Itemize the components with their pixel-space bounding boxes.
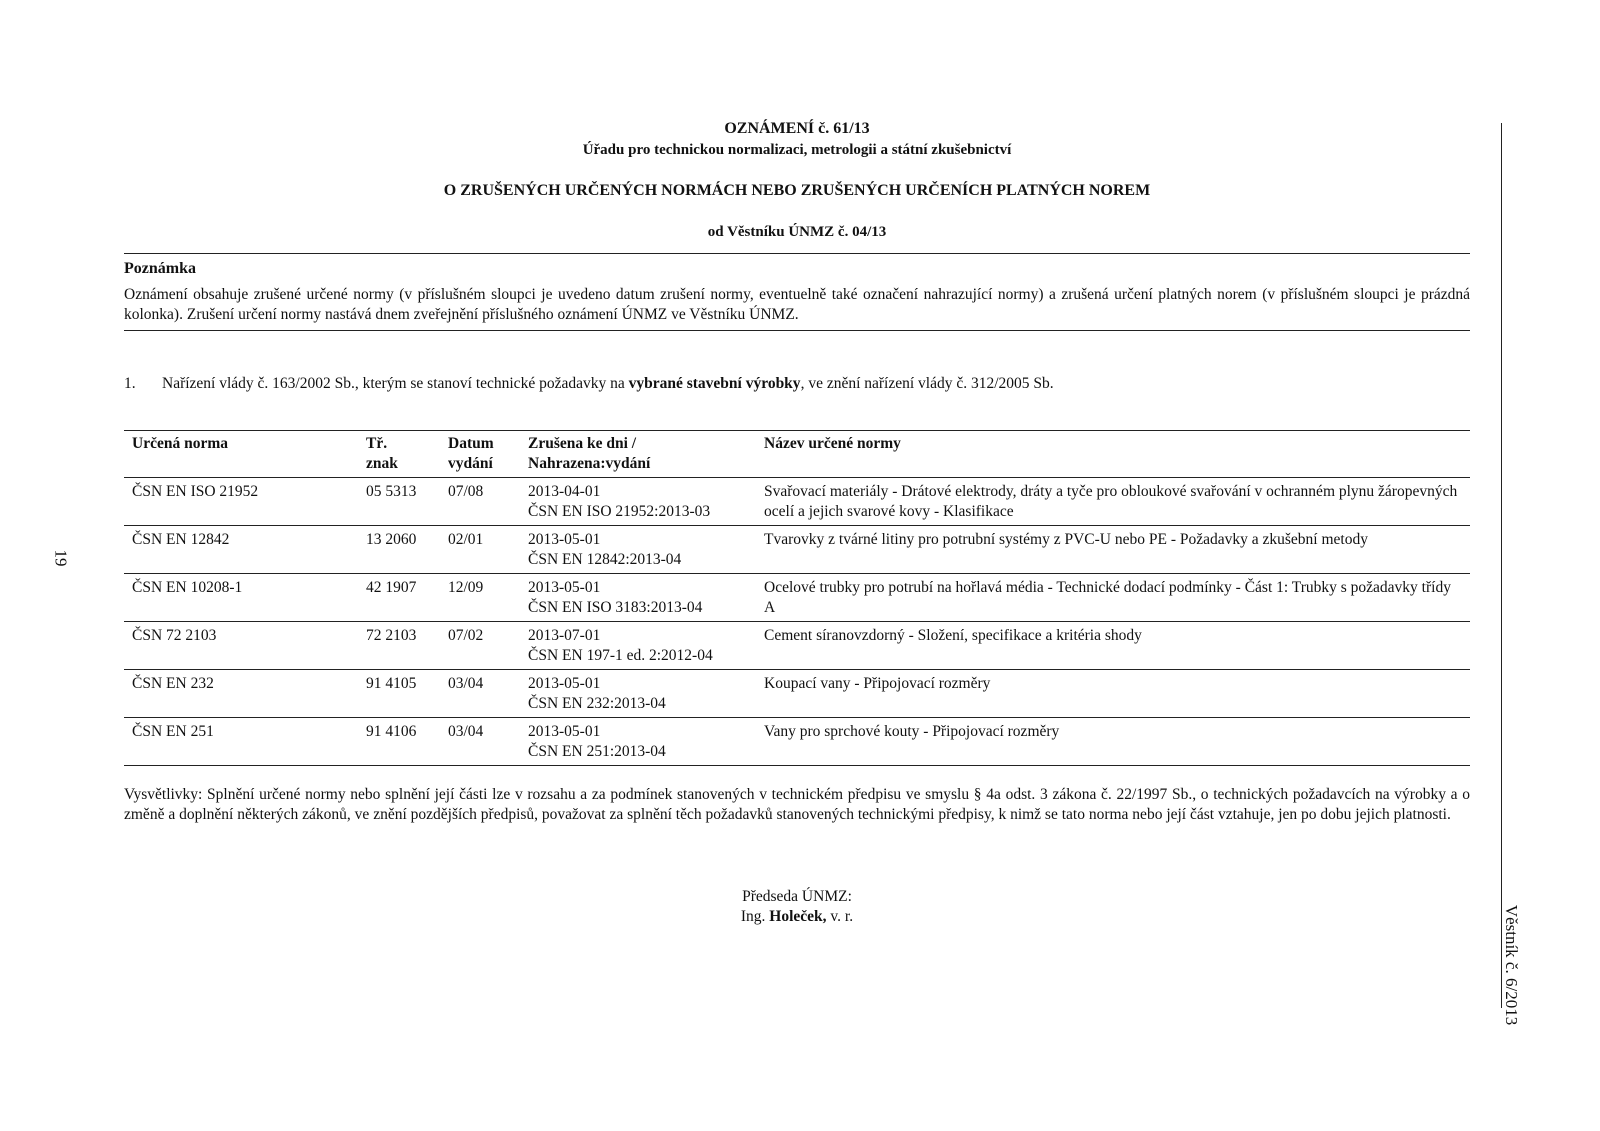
cell-name: Koupací vany - Připojovací rozměry <box>756 670 1470 718</box>
cell-cancel: 2013-05-01 ČSN EN 12842:2013-04 <box>520 526 756 574</box>
table-row <box>124 670 1470 718</box>
notice-since: od Věstníku ÚNMZ č. 04/13 <box>707 224 887 240</box>
norms-table <box>124 430 1470 766</box>
col-header-name: Název určené normy <box>756 431 1470 478</box>
cell-class: 05 5313 <box>358 478 440 526</box>
decree-number: 1. <box>124 375 136 392</box>
cell-date: 12/09 <box>440 574 520 622</box>
cell-norm: ČSN EN 232 <box>124 670 358 718</box>
cell-cancel: 2013-05-01 ČSN EN 232:2013-04 <box>520 670 756 718</box>
table-row <box>124 478 1470 526</box>
decree-item <box>124 375 1470 393</box>
cell-date: 03/04 <box>440 718 520 766</box>
cell-date: 07/08 <box>440 478 520 526</box>
cell-class: 13 2060 <box>358 526 440 574</box>
table-row <box>124 526 1470 574</box>
cell-name: Cement síranovzdorný - Složení, specifikace a kritéria shody <box>756 622 1470 670</box>
col-header-date: Datum vydání <box>440 431 520 478</box>
cell-norm: ČSN EN 12842 <box>124 526 358 574</box>
side-rule <box>1501 123 1502 1008</box>
signature-line: Ing. Holeček, v. r. <box>740 908 854 925</box>
notice-issuer: Úřadu pro technickou normalizaci, metrologii a státní zkušebnictví <box>582 142 1012 158</box>
notice-title: OZNÁMENÍ č. 61/13 <box>724 120 870 137</box>
note-heading: Poznámka <box>124 260 196 277</box>
table-row <box>124 622 1470 670</box>
page-number: 19 <box>51 549 71 567</box>
cell-norm: ČSN EN 10208-1 <box>124 574 358 622</box>
cell-norm: ČSN EN ISO 21952 <box>124 478 358 526</box>
cell-norm: ČSN 72 2103 <box>124 622 358 670</box>
cell-cancel: 2013-05-01 ČSN EN 251:2013-04 <box>520 718 756 766</box>
bulletin-label: Věstník č. 6/2013 <box>1502 904 1521 1026</box>
decree-text-after: , ve znění nařízení vlády č. 312/2005 Sb. <box>800 375 1054 392</box>
notice-subject: O ZRUŠENÝCH URČENÝCH NORMÁCH NEBO ZRUŠENÝCH URČENÍCH PLATNÝCH NOREM <box>443 182 1151 199</box>
divider-note <box>124 330 1470 331</box>
cell-norm: ČSN EN 251 <box>124 718 358 766</box>
cell-date: 03/04 <box>440 670 520 718</box>
col-header-class: Tř. znak <box>358 431 440 478</box>
decree-text-before: Nařízení vlády č. 163/2002 Sb., kterým se stanoví technické požadavky na <box>162 375 629 392</box>
cell-class: 91 4106 <box>358 718 440 766</box>
cell-name: Vany pro sprchové kouty - Připojovací rozměry <box>756 718 1470 766</box>
cell-name: Svařovací materiály - Drátové elektrody, dráty a tyče pro obloukové svařování v ochranném plynu žáropevných ocelí a jejich svarové kovy - Klasifikace <box>756 478 1470 526</box>
table-row <box>124 718 1470 766</box>
cell-class: 91 4105 <box>358 670 440 718</box>
note-text: Oznámení obsahuje zrušené určené normy (v příslušném sloupci je uvedeno datum zrušení normy, eventuelně také označení nahrazující normy) a zrušená určení platných norem (v příslušném sloupci je prázdná kolonka). Zrušení určení normy nastává dnem zveřejnění příslušného oznámení ÚNMZ ve Věstníku ÚNMZ. <box>124 286 1470 323</box>
cell-date: 02/01 <box>440 526 520 574</box>
cell-cancel: 2013-05-01 ČSN EN ISO 3183:2013-04 <box>520 574 756 622</box>
cell-class: 42 1907 <box>358 574 440 622</box>
cell-name: Ocelové trubky pro potrubí na hořlavá média - Technické dodací podmínky - Část 1: Trubky s požadavky třídy A <box>756 574 1470 622</box>
cell-class: 72 2103 <box>358 622 440 670</box>
signature-role: Předseda ÚNMZ: <box>742 888 852 905</box>
cell-cancel: 2013-04-01 ČSN EN ISO 21952:2013-03 <box>520 478 756 526</box>
divider-top <box>124 253 1470 254</box>
col-header-norm: Určená norma <box>124 431 358 478</box>
cell-cancel: 2013-07-01 ČSN EN 197-1 ed. 2:2012-04 <box>520 622 756 670</box>
signature-name: Holeček, <box>769 908 827 925</box>
decree-text-bold: vybrané stavební výrobky <box>628 375 801 392</box>
cell-date: 07/02 <box>440 622 520 670</box>
signature-block <box>124 887 1470 927</box>
table-row <box>124 574 1470 622</box>
explanation-text: Vysvětlivky: Splnění určené normy nebo splnění její části lze v rozsahu a za podmínek stanovených v technickém předpisu ve smyslu § 4a odst. 3 zákona č. 22/1997 Sb., o technických požadavcích na výrobky a o změně a doplnění některých zákonů, ve znění pozdějších předpisů, považovat za splnění těch požadavků stanovených technickými předpisy, k nimž se tato norma nebo její část vztahuje, jen po dobu jejich platnosti. <box>124 786 1470 823</box>
cell-name: Tvarovky z tvárné litiny pro potrubní systémy z PVC-U nebo PE - Požadavky a zkušební metody <box>756 526 1470 574</box>
table-header-row <box>124 431 1470 478</box>
col-header-cancel: Zrušena ke dni / Nahrazena:vydání <box>520 431 756 478</box>
